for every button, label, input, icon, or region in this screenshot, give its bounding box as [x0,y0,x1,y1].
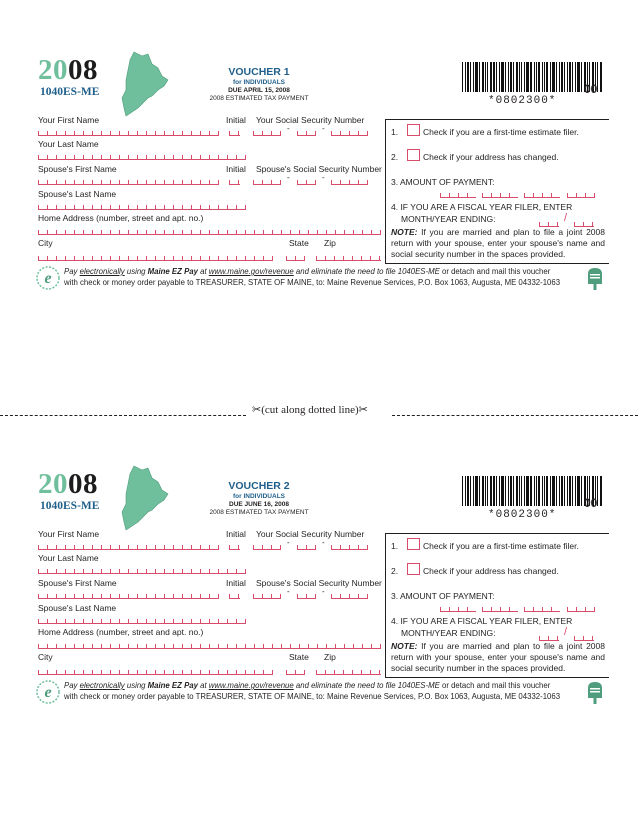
footer-using: using [124,267,148,276]
barcode-bar [516,476,518,506]
barcode-bar [567,476,568,506]
barcode-bar [490,62,492,92]
ssn-field-3[interactable] [331,545,368,550]
barcode-bar [519,476,520,506]
amount-cents-field[interactable] [567,607,595,612]
maine-map-icon [118,50,170,118]
zip-field[interactable] [316,256,381,261]
barcode-bar [473,476,474,506]
barcode-bar [536,476,537,506]
barcode-bar [524,62,525,92]
barcode-bar [462,476,463,506]
year-part-green: 20 [38,468,68,500]
ssn-dash: - [322,538,325,547]
city-label: City [38,652,53,662]
barcode-bar [501,476,504,506]
year-part-green: 20 [38,54,68,86]
ssn-label: Your Social Security Number [256,115,365,125]
fiscal-slash: / [564,626,568,638]
item3-amount-label: 3. AMOUNT OF PAYMENT: [391,591,495,601]
footer-pay: Pay [64,681,80,690]
item3-amount-label: 3. AMOUNT OF PAYMENT: [391,177,495,187]
barcode-bar [501,62,504,92]
barcode-bar [482,62,484,92]
state-field[interactable] [286,256,305,261]
form-number: 1040ES-ME [40,500,100,512]
barcode-bar [561,476,563,506]
for-individuals: for INDIVIDUALS [233,493,285,500]
barcode-bar [600,62,602,92]
barcode-bar [569,62,571,92]
barcode-bar [465,62,466,92]
footer-rest-2: or detach and mail this voucher [439,681,551,690]
note-label: NOTE: [391,641,418,651]
barcode-bar [524,476,525,506]
ssn-field-2[interactable] [297,131,316,136]
initial-label: Initial [226,115,246,125]
tax-year [38,56,98,85]
barcode-bar [600,476,602,506]
barcode-number: *0802300* [488,509,557,521]
ez-pay-name: Maine EZ Pay [147,681,198,690]
barcode-bar [510,62,512,92]
joint-return-note [391,641,605,674]
item4-line1: 4. IF YOU ARE A FISCAL YEAR FILER, ENTER [391,202,573,212]
for-individuals: for INDIVIDUALS [233,79,285,86]
barcode-bar [479,476,480,506]
barcode-bar [508,476,509,506]
item1-number: 1. [391,541,399,551]
address-changed-checkbox[interactable] [407,563,420,575]
barcode-bar [465,476,466,506]
note-text: If you are married and plan to file a joint 2008 return with your spouse, enter your spouse's name and social security number in the spaces provided. [391,227,605,259]
barcode-bar [493,62,495,92]
footer-line-1 [64,266,550,277]
maine-map-icon [118,464,170,532]
address-changed-checkbox[interactable] [407,149,420,161]
spouse-last-name-label: Spouse's Last Name [38,603,117,613]
barcode-bar [564,476,565,506]
item1-text: Check if you are a first-time estimate filer. [423,541,579,551]
first-time-filer-checkbox[interactable] [407,124,420,136]
item1-text: Check if you are a first-time estimate filer. [423,127,579,137]
ssn-dash: - [287,173,290,182]
due-date: DUE APRIL 15, 2008 [228,87,290,94]
amount-field-2[interactable] [482,607,518,612]
svg-text:e: e [44,270,52,287]
spouse-ssn-label: Spouse's Social Security Number [256,164,382,174]
barcode-bar [526,62,529,92]
item4-line1: 4. IF YOU ARE A FISCAL YEAR FILER, ENTER [391,616,573,626]
barcode-bar [577,62,580,92]
spouse-ssn-field-3[interactable] [331,594,368,599]
barcode-bar [538,62,540,92]
barcode-bar [526,476,529,506]
ssn-dash: - [322,124,325,133]
spouse-last-name-label: Spouse's Last Name [38,189,117,199]
cut-dash-left [0,415,246,416]
barcode-number: *0802300* [488,95,557,107]
last-name-field[interactable] [38,569,246,574]
barcode-bar [496,476,497,506]
barcode-bar [556,476,557,506]
year-part-dark: 08 [68,468,98,500]
spouse-initial-field[interactable] [229,180,240,185]
home-address-label: Home Address (number, street and apt. no.) [38,213,204,223]
amount-field-2[interactable] [482,193,518,198]
electronically-link[interactable]: electronically [79,267,125,276]
footer-using: using [124,681,148,690]
item2-text: Check if your address has changed. [423,152,559,162]
ez-pay-name: Maine EZ Pay [147,267,198,276]
city-field[interactable] [38,670,273,675]
barcode-bar [485,476,486,506]
barcode-bar [499,62,500,92]
barcode [462,62,603,92]
home-address-field[interactable] [38,644,381,649]
estimated-tax-payment: 2008 ESTIMATED TAX PAYMENT [209,95,309,102]
home-address-label: Home Address (number, street and apt. no.) [38,627,204,637]
footer-line-2: with check or money order payable to TREASURER, STATE OF MAINE, to: Maine Revenue Services, P.O. Box 1063, Augusta, ME 04332-1063 [64,692,561,701]
tax-year [38,470,98,499]
cut-dash-right [392,415,638,416]
initial-label: Initial [226,529,246,539]
footer-at: at [197,267,209,276]
spouse-initial-field[interactable] [229,594,240,599]
item2-text: Check if your address has changed. [423,566,559,576]
barcode-bar [534,476,535,506]
item4-line2: MONTH/YEAR ENDING: [401,214,496,224]
spouse-ssn-field-1[interactable] [253,180,281,185]
item2-number: 2. [391,152,399,162]
spouse-initial-label: Initial [226,164,246,174]
cut-along-dotted-line: ✂(cut along dotted line)✂ [252,404,368,416]
mailbox-icon [586,680,604,704]
barcode-bar [550,476,551,506]
voucher [0,0,638,310]
zip-field[interactable] [316,670,381,675]
barcode-bar [542,62,543,92]
barcode-bar [559,62,560,92]
mailbox-icon [586,266,604,290]
barcode-bar [470,476,471,506]
barcode-bar [499,476,500,506]
ssn-label: Your Social Security Number [256,529,365,539]
ssn-field-1[interactable] [253,131,281,136]
first-name-field[interactable] [38,131,219,136]
barcode-bar [473,62,474,92]
barcode-bar [521,476,522,506]
zip-label: Zip [324,652,336,662]
barcode-bar [575,476,576,506]
barcode-bar [519,62,520,92]
barcode-bar [577,476,580,506]
barcode-bar [561,62,563,92]
barcode-bar [552,476,555,506]
barcode-bar [485,62,486,92]
voucher [0,414,638,724]
spouse-first-name-label: Spouse's First Name [38,164,117,174]
footer-at: at [197,681,209,690]
spouse-ssn-field-2[interactable] [297,180,316,185]
ssn-dash: - [287,587,290,596]
barcode-bar [544,62,545,92]
zip-label: Zip [324,238,336,248]
barcode-bar [564,62,565,92]
barcode-bar [569,476,571,506]
barcode-bar [505,476,506,506]
due-date: DUE JUNE 16, 2008 [229,501,289,508]
barcode-bar [479,62,480,92]
barcode-bar [467,476,469,506]
barcode-bar [575,62,576,92]
barcode-suffix: 00 [584,82,598,96]
spouse-last-name-field[interactable] [38,619,246,624]
ssn-field-3[interactable] [331,131,368,136]
barcode-bar [493,476,495,506]
barcode-bar [572,62,573,92]
initial-field[interactable] [229,545,240,550]
e-pay-icon [36,266,60,290]
item4-line2: MONTH/YEAR ENDING: [401,628,496,638]
amount-field-3[interactable] [524,193,560,198]
first-name-field[interactable] [38,545,219,550]
initial-field[interactable] [229,131,240,136]
barcode-bar [513,62,514,92]
barcode-bar [482,476,484,506]
barcode-bar [496,62,497,92]
ssn-dash: - [287,124,290,133]
voucher-1 [0,0,638,310]
barcode-bar [530,476,532,506]
voucher-title: VOUCHER 1 [228,66,290,78]
revenue-url-link[interactable]: www.maine.gov/revenue [208,267,294,276]
barcode-bar [544,476,545,506]
state-field[interactable] [286,670,305,675]
footer-line-1 [64,680,550,691]
footer-rest-1: and eliminate the need to file 1040ES-ME [293,681,440,690]
barcode-bar [556,62,557,92]
voucher-title: VOUCHER 2 [228,480,290,492]
footer-rest-1: and eliminate the need to file 1040ES-ME [293,267,440,276]
first-name-label: Your First Name [38,529,100,539]
item1-number: 1. [391,127,399,137]
spouse-ssn-field-1[interactable] [253,594,281,599]
barcode-bar [487,476,488,506]
ssn-dash: - [322,587,325,596]
barcode-bar [546,476,548,506]
spouse-ssn-label: Spouse's Social Security Number [256,578,382,588]
footer-rest-2: or detach and mail this voucher [439,267,551,276]
city-field[interactable] [38,256,273,261]
barcode-bar [510,476,512,506]
e-pay-icon [36,680,60,704]
barcode-bar [546,62,548,92]
spouse-first-name-field[interactable] [38,594,219,599]
barcode-bar [559,476,560,506]
city-label: City [38,238,53,248]
barcode-bar [475,62,478,92]
barcode [462,476,603,506]
barcode-suffix: 00 [584,496,598,510]
barcode-bar [552,62,555,92]
ssn-field-1[interactable] [253,545,281,550]
voucher-2 [0,414,638,724]
spouse-ssn-field-2[interactable] [297,594,316,599]
joint-return-note [391,227,605,260]
amount-cents-field[interactable] [567,193,595,198]
barcode-bar [530,62,532,92]
barcode-bar [505,62,506,92]
last-name-field[interactable] [38,155,246,160]
amount-field-1[interactable] [440,607,476,612]
footer-line-2: with check or money order payable to TREASURER, STATE OF MAINE, to: Maine Revenue Services, P.O. Box 1063, Augusta, ME 04332-1063 [64,278,561,287]
first-name-label: Your First Name [38,115,100,125]
spouse-last-name-field[interactable] [38,205,246,210]
year-part-dark: 08 [68,54,98,86]
ssn-dash: - [287,538,290,547]
barcode-bar [521,62,522,92]
barcode-bar [572,476,573,506]
note-label: NOTE: [391,227,418,237]
amount-field-3[interactable] [524,607,560,612]
estimated-tax-payment: 2008 ESTIMATED TAX PAYMENT [209,509,309,516]
barcode-bar [516,62,518,92]
spouse-initial-label: Initial [226,578,246,588]
svg-text:e: e [44,684,52,701]
barcode-bar [581,476,582,506]
barcode-bar [542,476,543,506]
barcode-bar [462,62,463,92]
fiscal-slash: / [564,212,568,224]
barcode-bar [467,62,469,92]
item2-number: 2. [391,566,399,576]
note-text: If you are married and plan to file a joint 2008 return with your spouse, enter your spouse's name and social security number in the spaces provided. [391,641,605,673]
footer-pay: Pay [64,267,80,276]
spouse-ssn-field-3[interactable] [331,180,368,185]
barcode-bar [508,62,509,92]
barcode-bar [470,62,471,92]
state-label: State [289,652,309,662]
last-name-label: Your Last Name [38,139,99,149]
barcode-bar [567,62,568,92]
barcode-bar [487,62,488,92]
state-label: State [289,238,309,248]
barcode-bar [490,476,492,506]
barcode-bar [550,62,551,92]
electronically-link[interactable]: electronically [79,681,125,690]
home-address-field[interactable] [38,230,381,235]
ssn-field-2[interactable] [297,545,316,550]
barcode-bar [534,62,535,92]
barcode-bar [475,476,478,506]
first-time-filer-checkbox[interactable] [407,538,420,550]
form-number: 1040ES-ME [40,86,100,98]
barcode-bar [538,476,540,506]
spouse-first-name-field[interactable] [38,180,219,185]
revenue-url-link[interactable]: www.maine.gov/revenue [208,681,294,690]
barcode-bar [581,62,582,92]
amount-field-1[interactable] [440,193,476,198]
spouse-first-name-label: Spouse's First Name [38,578,117,588]
last-name-label: Your Last Name [38,553,99,563]
ssn-dash: - [322,173,325,182]
barcode-bar [513,476,514,506]
barcode-bar [536,62,537,92]
